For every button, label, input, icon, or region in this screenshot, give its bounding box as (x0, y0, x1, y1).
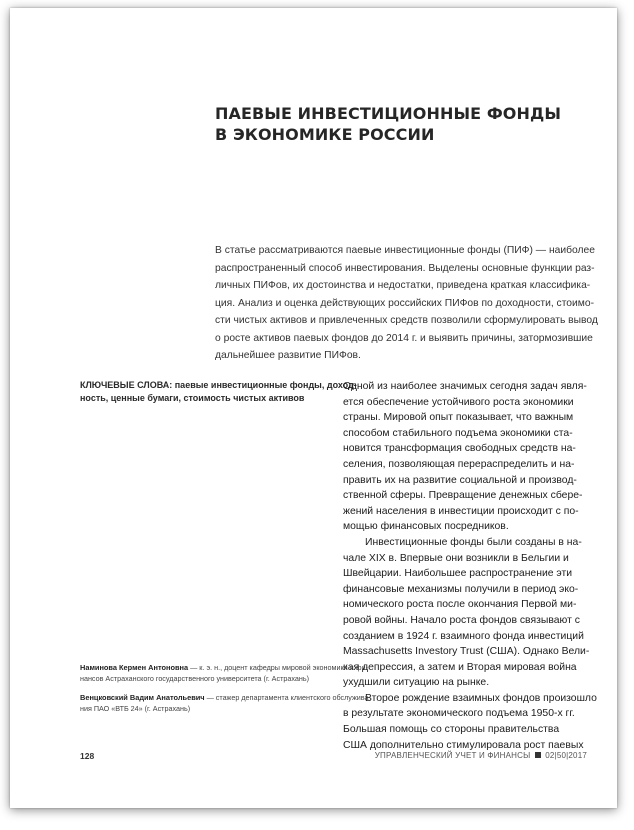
author-info-1 (80, 663, 368, 684)
journal-name: УПРАВЛЕНЧЕСКИЙ УЧЕТ И ФИНАНСЫ (374, 751, 531, 760)
author-name: Венцковский Вадим Анатольевич (80, 693, 205, 702)
body-line: в результате экономического подъема 1950-х гг. (343, 708, 575, 720)
abstract-line: о росте активов паевых фондов до 2014 г. и выявить причины, затормозившие (215, 332, 593, 344)
body-text (343, 379, 605, 753)
author-affiliation-cont: нансов Астраханского государственного университета (г. Астрахань) (80, 673, 309, 683)
body-line: селения, позволяющая перераспределить и на- (343, 458, 575, 470)
journal-page (10, 8, 617, 808)
author-info-2 (80, 693, 371, 714)
body-line: Швейцарии. Наибольшее распространение эти (343, 568, 573, 580)
keywords-line: КЛЮЧЕВЫЕ СЛОВА: паевые инвестиционные фонды, доход- (80, 380, 357, 390)
author-affiliation: — к. э. н., доцент кафедры мировой экономики и фи- (188, 663, 368, 672)
body-line: ственной сферы. Превращение денежных сбере- (343, 490, 583, 502)
body-line: Одной из наиболее значимых сегодня задач явля- (343, 381, 587, 392)
abstract-line: В статье рассматриваются паевые инвестиционные фонды (ПИФ) — наиболее (215, 245, 595, 256)
abstract-line: распространенный способ инвестирования. Выделены основные функции раз- (215, 262, 595, 274)
page-number: 128 (80, 751, 95, 761)
body-line: созданием в 1924 г. взаимного фонда инвестиций (343, 630, 584, 642)
body-line: финансовые механизмы получили в период эко- (343, 583, 579, 595)
body-line: страны. Мировой опыт показывает, что важным (343, 412, 574, 424)
author-affiliation-cont: ния ПАО «ВТБ 24» (г. Астрахань) (80, 703, 191, 713)
square-separator-icon (535, 752, 541, 758)
body-line: номического роста после окончания Первой ми- (343, 599, 577, 611)
body-line: США дополнительно стимулировала рост паевых (343, 739, 584, 751)
body-line: Massachusetts Investory Trust (США). Однако Вели- (343, 646, 590, 658)
title-line-2: В ЭКОНОМИКЕ РОССИИ (215, 125, 435, 144)
abstract-line: сти чистых активов и привлеченных средств позволили сформулировать вывод (215, 315, 598, 326)
body-line: чале XIX в. Впервые они возникли в Бельгии и (343, 552, 569, 564)
abstract (215, 242, 598, 365)
abstract-line: дальнейшее развитие ПИФов. (215, 350, 361, 361)
body-line: новится трансформация свободных средств на- (343, 443, 576, 455)
title-line-1: ПАЕВЫЕ ИНВЕСТИЦИОННЫЕ ФОНДЫ (215, 104, 562, 123)
article-title (215, 103, 595, 145)
body-line: мощью финансовых посредников. (343, 521, 509, 533)
abstract-line: личных ПИФов, их достоинства и недостатки, приведена краткая классифика- (215, 280, 591, 291)
keywords (80, 379, 357, 405)
abstract-line: ция. Анализ и оценка действующих российских ПИФов по доходности, стоимо- (215, 297, 595, 309)
body-line: жений населения в инвестиции происходит с по- (343, 505, 579, 517)
body-line: Инвестиционные фонды были созданы в на- (365, 536, 582, 548)
body-line: ухудшили ситуацию на рынке. (343, 677, 490, 689)
journal-footer (375, 751, 587, 760)
keywords-line: ность, ценные бумаги, стоимость чистых активов (80, 393, 305, 403)
body-line: править их на развитие социальной и производ- (343, 474, 577, 486)
author-affiliation: — стажер департамента клиентского обслужива- (204, 693, 371, 702)
journal-issue: 02|50|2017 (545, 751, 587, 760)
body-line: Второе рождение взаимных фондов произошло (365, 692, 597, 704)
body-line: кая депрессия, а затем и Вторая мировая война (343, 661, 577, 673)
body-line: способом стабильного подъема экономики ста- (343, 427, 573, 439)
body-line: ровой войны. Начало роста фондов связывают с (343, 614, 580, 626)
author-name: Наминова Кермен Антоновна (80, 663, 189, 672)
body-line: Большая помощь со стороны правительства (343, 724, 560, 736)
body-line: ется обеспечение устойчивого роста экономики (343, 396, 574, 408)
